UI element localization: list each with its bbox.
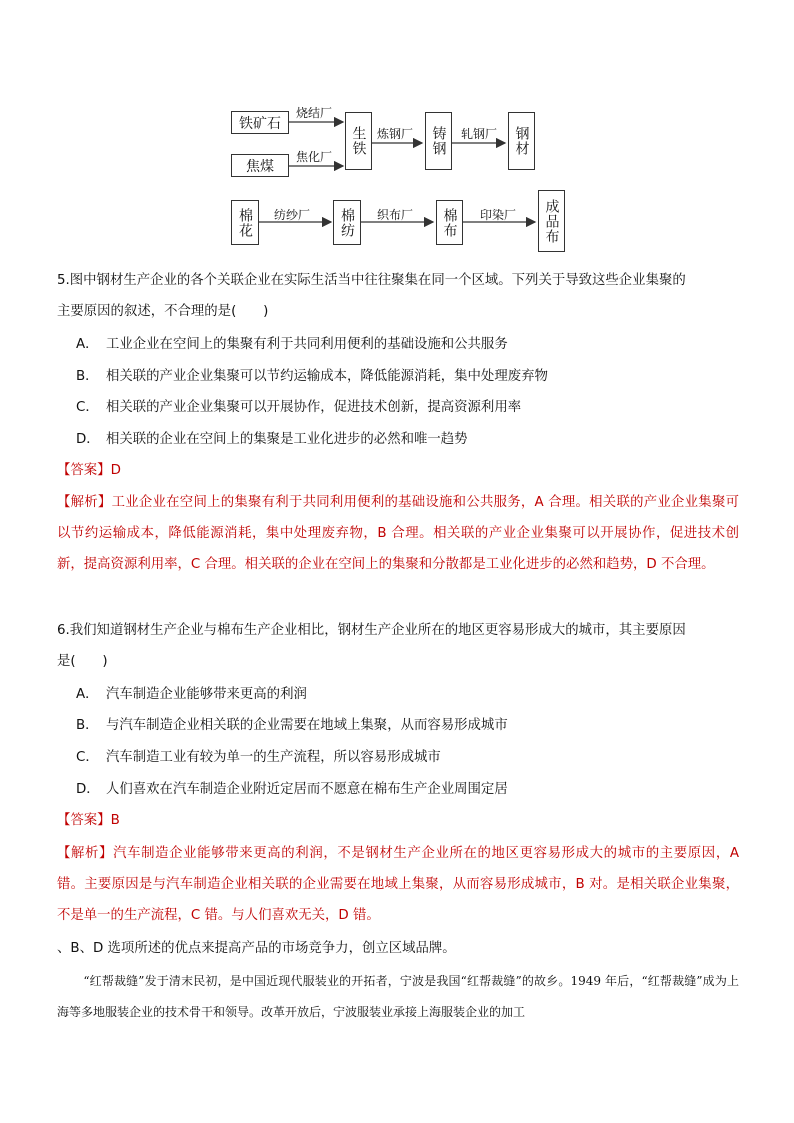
label-steelmaking-plant: 炼钢厂	[377, 127, 414, 141]
analysis-text: 汽车制造企业能够带来更高的利润，不是钢材生产企业所在的地区更容易形成大的城市的主要原因，A 错。主要原因是与汽车制造企业相关联的企业需要在地域上集聚，从而容易形成城市，B 对。是相关联企业集聚，不是单一的生产流程，C 错。与人们喜欢无关，D 错。	[57, 846, 739, 923]
question-6-answer	[57, 811, 120, 831]
question-5-option-b: B． 相关联的产业企业集聚可以节约运输成本，降低能源消耗，集中处理废弃物	[76, 369, 548, 384]
box-iron-ore: 铁矿石	[231, 111, 289, 134]
question-5-answer	[57, 461, 121, 481]
label-dyeing-plant: 印染厂	[480, 208, 517, 222]
box-coking-coal: 焦煤	[231, 154, 289, 177]
label-rolling-plant: 轧钢厂	[461, 127, 498, 141]
industry-chain-diagram	[0, 0, 794, 270]
box-cotton-yarn: 棉纺	[333, 200, 361, 245]
analysis-tag: 【解析】	[57, 846, 114, 861]
question-6-option-d: D． 人们喜欢在汽车制造企业附近定居而不愿意在棉布生产企业周围定居	[76, 782, 508, 797]
question-6-stem-line1: 6.我们知道钢材生产企业与棉布生产企业相比，钢材生产企业所在的地区更容易形成大的城市，其主要原因	[57, 623, 686, 638]
box-cotton-cloth: 棉布	[436, 200, 463, 245]
question-6-stem-line2: 是( )	[57, 654, 108, 669]
answer-value: B	[110, 813, 120, 828]
question-5-option-d: D． 相关联的企业在空间上的集聚是工业化进步的必然和唯一趋势	[76, 432, 468, 447]
answer-value: D	[110, 463, 121, 478]
box-steel-product: 钢材	[508, 112, 535, 170]
question-5-stem-line1: 5.图中钢材生产企业的各个关联企业在实际生活当中往往聚集在同一个区域。下列关于导致这些企业集聚的	[57, 273, 686, 288]
question-5-option-a: A． 工业企业在空间上的集聚有利于共同利用便利的基础设施和公共服务	[76, 337, 508, 352]
question-6-option-b: B． 与汽车制造企业相关联的企业需要在地域上集聚，从而容易形成城市	[76, 718, 508, 733]
answer-tag: 【答案】	[57, 463, 111, 478]
question-6-analysis	[57, 838, 739, 931]
label-weaving-mill: 织布厂	[377, 208, 414, 222]
analysis-tag: 【解析】	[57, 495, 112, 510]
box-cotton: 棉花	[231, 200, 259, 245]
box-cast-steel: 铸钢	[425, 112, 452, 170]
question-5-option-c: C． 相关联的产业企业集聚可以开展协作，促进技术创新，提高资源利用率	[76, 400, 522, 415]
question-6-option-a: A． 汽车制造企业能够带来更高的利润	[76, 687, 307, 702]
question-5-analysis	[57, 487, 739, 580]
question-5-stem	[57, 265, 739, 327]
box-pig-iron: 生铁	[345, 112, 372, 170]
option-note: 、B、D 选项所述的优点来提高产品的市场竞争力，创立区域品牌。	[57, 941, 456, 956]
label-coking-plant: 焦化厂	[296, 150, 333, 164]
reading-passage: “红帮裁缝”发于清末民初，是中国近现代服装业的开拓者，宁波是我国“红帮裁缝”的故乡。1949 年后，“红帮裁缝”成为上海等多地服装企业的技术骨干和领导。改革开放后，宁波服装业承接上海服装企业的加工	[57, 974, 739, 1019]
question-6-option-c: C． 汽车制造工业有较为单一的生产流程，所以容易形成城市	[76, 750, 441, 765]
box-finished-cloth: 成品布	[538, 190, 565, 252]
question-5-stem-line2: 主要原因的叙述，不合理的是( )	[57, 304, 269, 319]
label-sinter-plant: 烧结厂	[296, 106, 333, 120]
answer-tag: 【答案】	[57, 813, 111, 828]
question-6-stem	[57, 615, 739, 677]
label-spinning-mill: 纺纱厂	[274, 208, 311, 222]
analysis-text: 工业企业在空间上的集聚有利于共同利用便利的基础设施和公共服务，A 合理。相关联的产业企业集聚可以节约运输成本，降低能源消耗，集中处理废弃物，B 合理。相关联的产业企业集聚可以开展协作，促进技术创新，提高资源利用率，C 合理。相关联的企业在空间上的集聚和分散都是工业化进步的必然和趋势，D 不合理。	[57, 495, 739, 572]
